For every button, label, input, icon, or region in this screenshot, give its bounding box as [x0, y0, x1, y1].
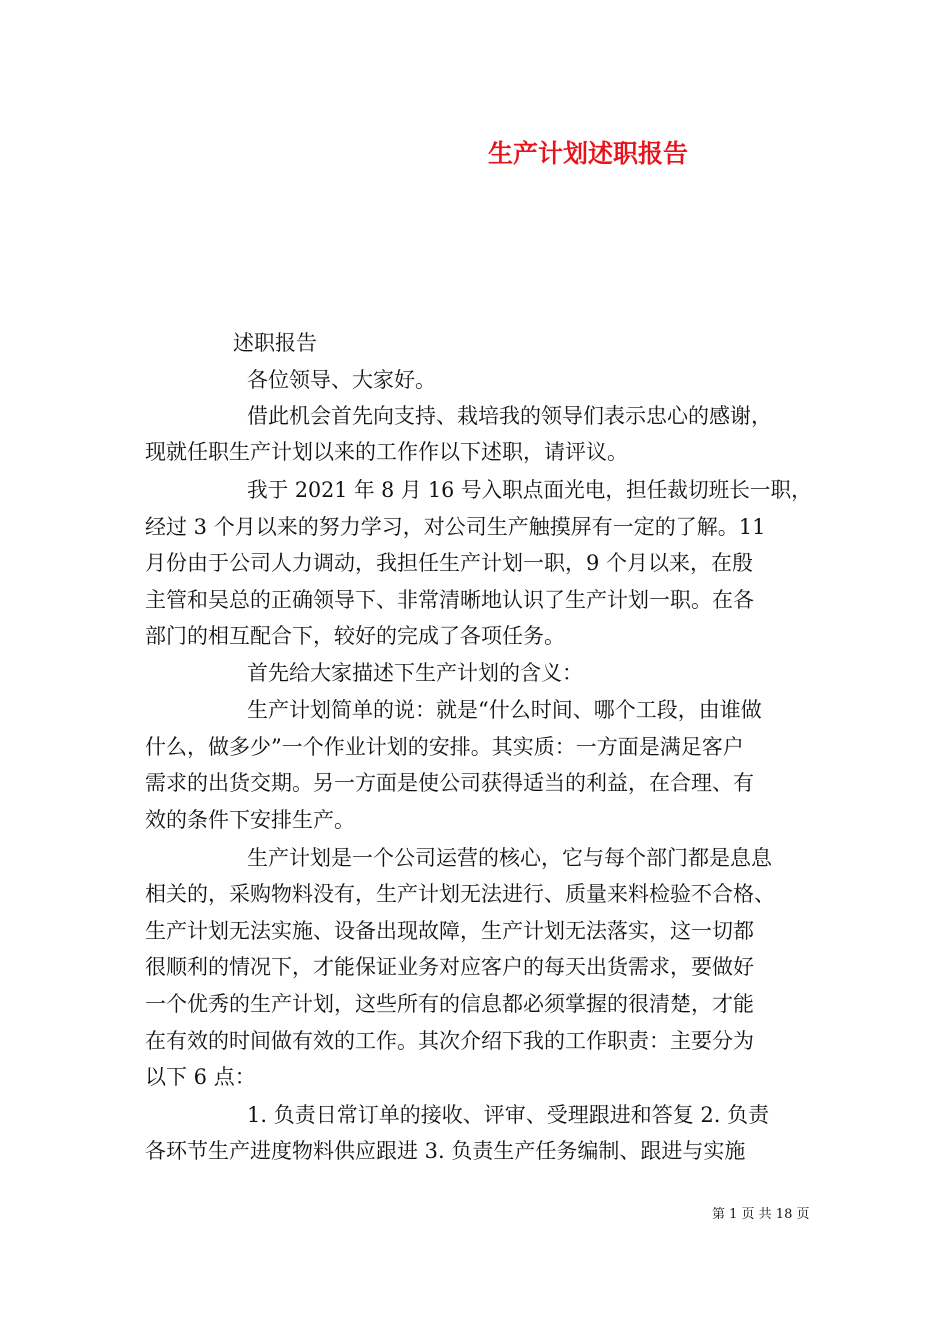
text-line: 在有效的时间做有效的工作。其次介绍下我的工作职责：主要分为 — [145, 1029, 754, 1053]
text-line: 相关的，采购物料没有，生产计划无法进行、质量来料检验不合格、 — [145, 882, 775, 906]
text-line: 生产计划无法实施、设备出现故障，生产计划无法落实，这一切都 — [145, 919, 754, 943]
text-line: 经过 3 个月以来的努力学习，对公司生产触摸屏有一定的了解。11 — [145, 515, 766, 539]
text-line: 月份由于公司人力调动，我担任生产计划一职，9 个月以来，在殷 — [145, 551, 754, 575]
text-line: 各位领导、大家好。 — [247, 368, 436, 392]
text-line: 我于 2021 年 8 月 16 号入职点面光电，担任裁切班长一职， — [247, 478, 812, 502]
text-line: 述职报告 — [233, 331, 317, 355]
text-line: 借此机会首先向支持、栽培我的领导们表示忠心的感谢， — [247, 404, 772, 428]
text-line: 生产计划是一个公司运营的核心，它与每个部门都是息息 — [247, 846, 772, 870]
text-line: 部门的相互配合下，较好的完成了各项任务。 — [145, 624, 565, 648]
text-line: 什么，做多少”一个作业计划的安排。其实质：一方面是满足客户 — [145, 735, 744, 759]
text-line: 现就任职生产计划以来的工作作以下述职，请评议。 — [145, 440, 628, 464]
page-footer: 第 1 页 共 18 页 — [712, 1207, 810, 1222]
document-title: 生产计划述职报告 — [488, 139, 689, 168]
text-line: 1. 负责日常订单的接收、评审、受理跟进和答复 2. 负责 — [247, 1103, 770, 1127]
text-line: 需求的出货交期。另一方面是使公司获得适当的利益，在合理、有 — [145, 771, 754, 795]
text-line: 主管和吴总的正确领导下、非常清晰地认识了生产计划一职。在各 — [145, 588, 754, 612]
text-line: 很顺利的情况下，才能保证业务对应客户的每天出货需求，要做好 — [145, 955, 754, 979]
text-line: 首先给大家描述下生产计划的含义： — [247, 661, 583, 685]
text-line: 一个优秀的生产计划，这些所有的信息都必须掌握的很清楚，才能 — [145, 992, 754, 1016]
text-line: 以下 6 点： — [145, 1065, 256, 1089]
text-line: 生产计划简单的说：就是“什么时间、哪个工段，由谁做 — [247, 698, 762, 722]
text-line: 各环节生产进度物料供应跟进 3. 负责生产任务编制、跟进与实施 — [145, 1139, 746, 1163]
text-line: 效的条件下安排生产。 — [145, 808, 355, 832]
